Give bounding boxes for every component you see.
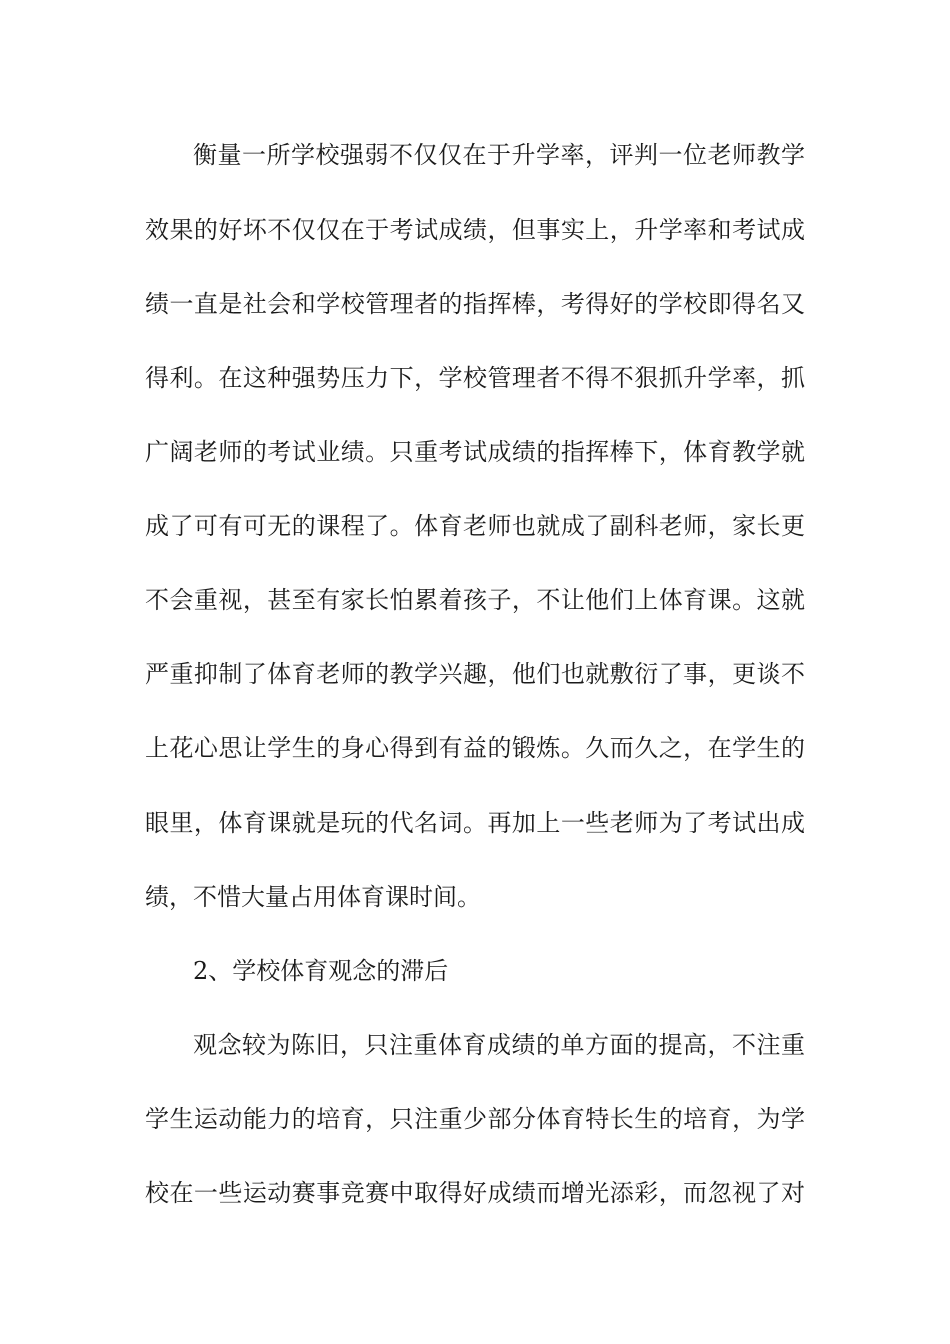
paragraph-line: 广阔老师的考试业绩。只重考试成绩的指挥棒下，体育教学就: [145, 438, 805, 466]
paragraph-line: 观念较为陈旧，只注重体育成绩的单方面的提高，不注重: [193, 1031, 805, 1059]
paragraph-line: 成了可有可无的课程了。体育老师也就成了副科老师，家长更: [145, 512, 805, 540]
section-heading: 2、学校体育观念的滞后: [193, 957, 449, 985]
paragraph-line: 效果的好坏不仅仅在于考试成绩，但事实上，升学率和考试成: [145, 216, 805, 244]
paragraph-line: 绩，不惜大量占用体育课时间。: [145, 883, 481, 911]
paragraph-line: 学生运动能力的培育，只注重少部分体育特长生的培育，为学: [145, 1105, 805, 1133]
paragraph-line: 得利。在这种强势压力下，学校管理者不得不狠抓升学率，抓: [145, 364, 805, 392]
paragraph-line: 上花心思让学生的身心得到有益的锻炼。久而久之，在学生的: [145, 734, 805, 762]
paragraph-line: 衡量一所学校强弱不仅仅在于升学率，评判一位老师教学: [193, 141, 805, 169]
paragraph-line: 眼里，体育课就是玩的代名词。再加上一些老师为了考试出成: [145, 809, 805, 837]
paragraph-line: 绩一直是社会和学校管理者的指挥棒，考得好的学校即得名又: [145, 290, 805, 318]
paragraph-line: 校在一些运动赛事竞赛中取得好成绩而增光添彩，而忽视了对: [145, 1179, 805, 1207]
paragraph-line: 严重抑制了体育老师的教学兴趣，他们也就敷衍了事，更谈不: [145, 660, 805, 688]
paragraph-line: 不会重视，甚至有家长怕累着孩子，不让他们上体育课。这就: [145, 586, 805, 614]
